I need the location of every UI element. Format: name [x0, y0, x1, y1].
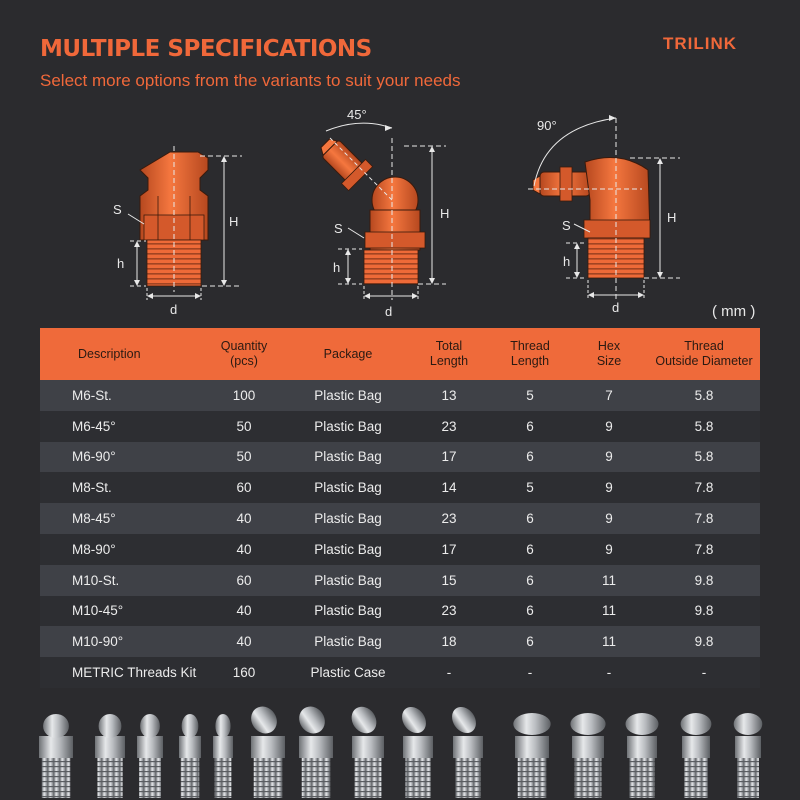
cell-quantity: 40	[236, 541, 252, 557]
cell-total-length: 17	[441, 449, 457, 465]
cell-thread-length: 6	[526, 603, 534, 619]
table-row	[40, 442, 760, 473]
table-header-row	[40, 328, 760, 380]
cell-quantity: 60	[236, 572, 252, 588]
cell-package: Plastic Bag	[314, 634, 382, 650]
table-row	[40, 534, 760, 565]
cell-thread-length: 6	[526, 511, 534, 527]
cell-package: Plastic Bag	[314, 387, 382, 403]
cell-thread-od: 9.8	[694, 572, 714, 588]
cell-package: Plastic Bag	[314, 603, 382, 619]
cell-total-length: 23	[441, 603, 457, 619]
header-total-length: Total Length	[429, 339, 469, 368]
grease-fitting-straight-icon	[95, 714, 125, 798]
cell-thread-length: 5	[526, 387, 534, 403]
cell-total-length: -	[446, 665, 452, 681]
cell-package: Plastic Bag	[314, 572, 382, 588]
grease-fitting-straight-icon	[39, 714, 73, 798]
grease-fitting-45-icon	[246, 702, 285, 798]
cell-description: M10-St.	[72, 572, 120, 588]
brand-logo: TRILINK	[663, 34, 738, 53]
cell-thread-od: 5.8	[694, 418, 714, 434]
cell-thread-length: 6	[526, 449, 534, 465]
product-photo-strip	[0, 698, 800, 800]
unit-label: ( mm )	[712, 303, 756, 320]
diagram-90-s-label: S	[562, 218, 571, 233]
diagram-straight-s-label: S	[113, 202, 122, 217]
cell-thread-length: 6	[526, 634, 534, 650]
diagram-45-d-label: d	[385, 304, 393, 319]
cell-quantity: 60	[236, 480, 252, 496]
header-package: Package	[323, 346, 373, 361]
cell-description: M6-St.	[72, 387, 112, 403]
grease-fitting-straight-icon	[179, 714, 201, 798]
table-row	[40, 472, 760, 503]
cell-description: M8-45°	[72, 511, 116, 527]
grease-fitting-straight-icon	[213, 714, 233, 798]
cell-package: Plastic Bag	[314, 511, 382, 527]
cell-package: Plastic Bag	[314, 449, 382, 465]
grease-fitting-90-icon	[513, 713, 550, 798]
cell-package: Plastic Bag	[314, 418, 382, 434]
cell-thread-length: 6	[526, 572, 534, 588]
cell-description: M6-45°	[72, 418, 116, 434]
cell-description: METRIC Threads Kit	[72, 665, 197, 681]
cell-thread-od: 7.8	[694, 541, 714, 557]
diagram-90-h-label: h	[563, 254, 571, 269]
diagram-straight-h-total-label: H	[229, 214, 239, 229]
cell-thread-od: -	[701, 665, 707, 681]
cell-quantity: 40	[236, 511, 252, 527]
cell-description: M6-90°	[72, 449, 116, 465]
diagram-straight-fitting	[128, 146, 242, 300]
cell-hex-size: 11	[601, 572, 616, 588]
cell-hex-size: 9	[605, 418, 613, 434]
cell-thread-od: 5.8	[694, 387, 714, 403]
specification-table	[40, 328, 760, 688]
cell-hex-size: 9	[605, 541, 613, 557]
cell-total-length: 23	[441, 418, 457, 434]
cell-thread-od: 5.8	[694, 449, 714, 465]
cell-description: M10-45°	[72, 603, 124, 619]
grease-fitting-90-icon	[734, 713, 763, 798]
cell-description: M10-90°	[72, 634, 124, 650]
cell-package: Plastic Bag	[314, 480, 382, 496]
cell-thread-od: 7.8	[694, 480, 714, 496]
cell-hex-size: 9	[605, 480, 613, 496]
cell-total-length: 13	[441, 387, 457, 403]
table-row	[40, 503, 760, 534]
cell-quantity: 50	[236, 418, 252, 434]
page-subtitle: Select more options from the variants to suit your needs	[40, 71, 461, 90]
cell-quantity: 100	[232, 387, 256, 403]
cell-package: Plastic Bag	[314, 541, 382, 557]
grease-fitting-45-icon	[347, 702, 384, 798]
cell-thread-od: 9.8	[694, 634, 714, 650]
grease-fitting-45-icon	[397, 702, 433, 798]
header-thread-length: Thread Length	[510, 339, 550, 368]
diagram-90-fitting	[528, 115, 680, 300]
cell-thread-length: -	[527, 665, 533, 681]
diagram-90-h-total-label: H	[667, 210, 677, 225]
page-title: MULTIPLE SPECIFICATIONS	[40, 36, 372, 62]
diagram-straight-h-label: h	[117, 256, 125, 271]
header-hex-size: Hex Size	[596, 339, 622, 368]
grease-fitting-90-icon	[626, 713, 659, 798]
cell-total-length: 14	[441, 480, 457, 496]
cell-total-length: 17	[441, 541, 457, 557]
cell-thread-length: 6	[526, 418, 534, 434]
table-row	[40, 626, 760, 657]
table-row	[40, 596, 760, 627]
cell-hex-size: 7	[605, 387, 613, 403]
cell-hex-size: 9	[605, 449, 613, 465]
diagram-45-h-label: h	[333, 260, 341, 275]
cell-thread-od: 7.8	[694, 511, 714, 527]
cell-quantity: 50	[236, 449, 252, 465]
cell-total-length: 23	[441, 511, 457, 527]
diagram-90-angle-label: 90°	[537, 118, 557, 133]
grease-fitting-45-icon	[294, 702, 333, 798]
header-quantity: Quantity (pcs)	[220, 339, 268, 368]
cell-thread-length: 6	[526, 541, 534, 557]
table-row	[40, 380, 760, 411]
header-description: Description	[78, 346, 141, 361]
cell-quantity: 160	[232, 665, 256, 681]
grease-fitting-90-icon	[681, 713, 712, 798]
diagram-45-angle-label: 45°	[347, 107, 367, 122]
cell-thread-length: 5	[526, 480, 534, 496]
cell-hex-size: -	[606, 665, 612, 681]
table-row	[40, 657, 760, 688]
diagram-straight-d-label: d	[170, 302, 178, 317]
cell-description: M8-St.	[72, 480, 112, 496]
cell-quantity: 40	[236, 634, 252, 650]
cell-quantity: 40	[236, 603, 252, 619]
cell-hex-size: 9	[605, 511, 613, 527]
cell-thread-od: 9.8	[694, 603, 714, 619]
dimension-diagrams	[0, 100, 800, 325]
cell-description: M8-90°	[72, 541, 116, 557]
diagram-90-d-label: d	[612, 300, 620, 315]
table-row	[40, 411, 760, 442]
header-thread-od: Thread Outside Diameter	[655, 339, 753, 368]
grease-fitting-90-icon	[570, 713, 605, 798]
cell-total-length: 15	[441, 572, 457, 588]
cell-hex-size: 11	[601, 634, 616, 650]
table-row	[40, 565, 760, 596]
grease-fitting-straight-icon	[137, 714, 163, 798]
cell-package: Plastic Case	[310, 665, 386, 681]
diagram-45-h-total-label: H	[440, 206, 450, 221]
cell-hex-size: 11	[601, 603, 616, 619]
diagram-45-s-label: S	[334, 221, 343, 236]
cell-total-length: 18	[441, 634, 457, 650]
grease-fitting-45-icon	[447, 702, 483, 798]
